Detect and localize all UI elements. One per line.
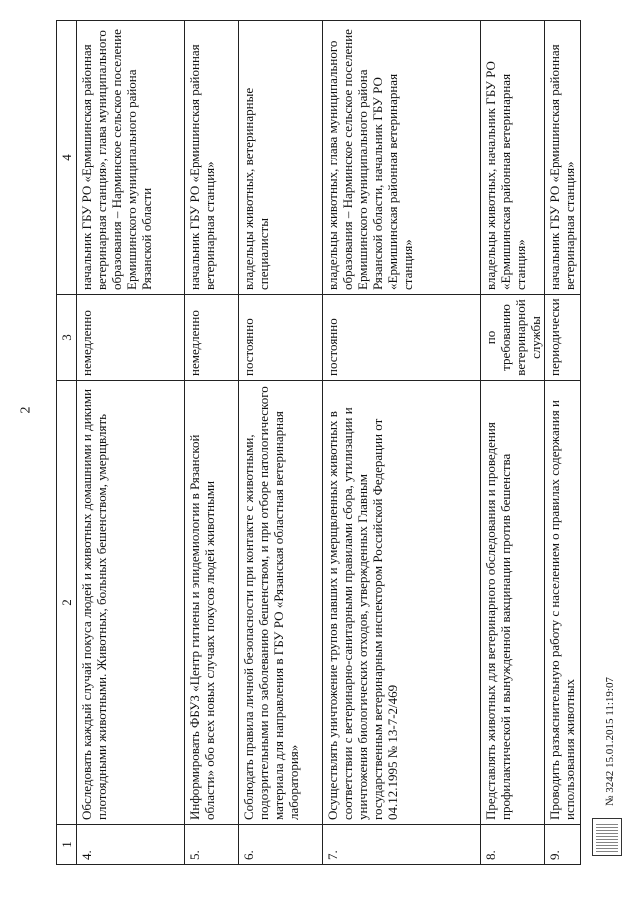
row-responsible: владельцы животных, ветеринарные специалисты (241, 87, 271, 290)
row-term: немедленно (185, 294, 238, 380)
row-number: 6. (239, 824, 322, 864)
row-term: постоянно (323, 294, 480, 380)
row-action: Проводить разъяснительную работу с населением о правилах содержания и использования животных (545, 380, 580, 824)
table-header-row (57, 21, 77, 864)
row-number: 4. (77, 824, 184, 864)
row-term: по требованию ветеринарной службы (481, 294, 544, 380)
table-row (323, 21, 481, 864)
row-number: 8. (481, 824, 544, 864)
row-responsible: начальник ГБУ РО «Ермишинская районная ветеринарная станция» (547, 44, 577, 290)
row-action: Информировать ФБУЗ «Центр гигиены и эпидемиологии в Рязанской области» обо всех новых случаях покусов людей животными (185, 380, 238, 824)
header-col-1: 1 (57, 824, 76, 864)
row-number: 9. (545, 824, 580, 864)
page-number: 2 (18, 406, 34, 414)
document-footer (590, 640, 630, 890)
header-col-4: 4 (59, 154, 74, 161)
row-term: периодически (545, 294, 580, 380)
row-action: Осуществлять уничтожение трупов павших и умерщвленных животных в соответствии с ветеринарно-санитарными правилами сбора, утилизации и уничтожения биологических отходов, утвержденных Главным государственным ветеринарным инспектором Российской Федерации от 04.12.1995 № 13-7-2/469 (323, 380, 480, 824)
row-action: Соблюдать правила личной безопасности при контакте с животными, подозрительными по заболеванию бешенством, и при отборе патологического материала для направления в ГБУ РО «Рязанская областная ветеринарная лаборатория» (239, 380, 322, 824)
header-col-3: 3 (57, 294, 76, 380)
table-row (185, 21, 239, 864)
table-row (239, 21, 323, 864)
measures-table (56, 20, 581, 865)
table-row (481, 21, 545, 864)
table-viewport (56, 20, 581, 865)
row-number: 5. (185, 824, 238, 864)
row-term: немедленно (77, 294, 184, 380)
row-number: 7. (323, 824, 480, 864)
row-responsible: владельцы животных, начальник ГБУ РО «Ермишинская районная ветеринарная станция» (483, 61, 528, 290)
row-responsible: начальник ГБУ РО «Ермишинская районная ветеринарная станция» (187, 44, 217, 290)
table-row (77, 21, 185, 864)
table-row (545, 21, 580, 864)
header-col-2: 2 (57, 380, 76, 824)
row-responsible: владельцы животных, глава муниципального образования – Нарминское сельское поселение Ермишинского муниципального района Рязанской области, начальник ГБУ РО «Ермишинская районная ветеринарная станция» (325, 29, 415, 290)
row-term: постоянно (239, 294, 322, 380)
row-action: Обследовать каждый случай покуса людей и животных домашними и дикими плотоядными животными. Животных, больных бешенством, умерщвлять (77, 380, 184, 824)
document-reference: № 3242 15.01.2015 11:19:07 (604, 677, 616, 806)
row-action: Представлять животных для ветеринарного обследования и проведения профилактической и вынужденной вакцинации против бешенства (481, 380, 544, 824)
barcode-stamp-icon (592, 818, 622, 856)
row-responsible: начальник ГБУ РО «Ермишинская районная ветеринарная станция», глава муниципального образования – Нарминское сельское поселение Ермишинского муниципального района Рязанской области (79, 29, 154, 290)
